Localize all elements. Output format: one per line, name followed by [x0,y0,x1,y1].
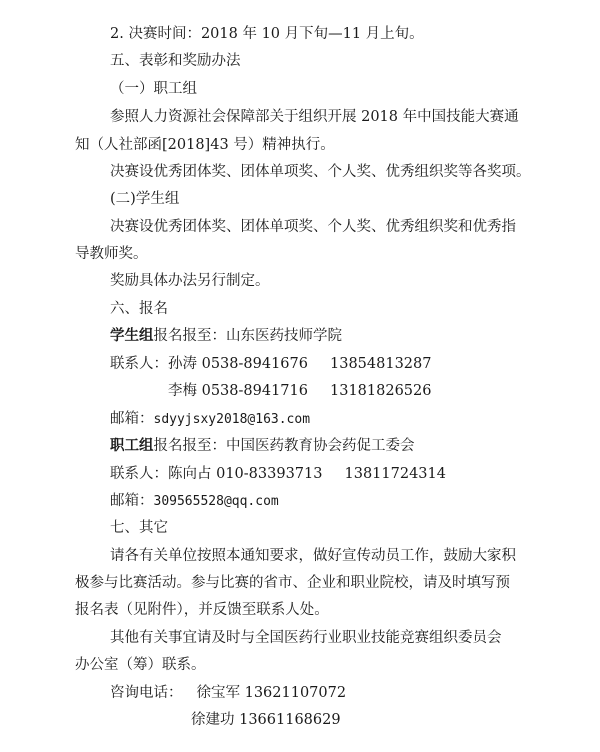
consult-contact-line: 徐建功 13661168629 [191,712,341,728]
worker-group-label: 职工组 [110,438,154,454]
contact-line [168,381,431,401]
student-group-heading: (二)学生组 [110,191,180,207]
email-label: 邮箱： [110,411,154,427]
email-line [110,491,279,512]
paragraph-line: 参照人力资源社会保障部关于组织开展 2018 年中国技能大赛通 [110,109,519,125]
contact-label: 联系人： [110,466,168,482]
email-address: sdyyjsxy2018@163.com [153,412,311,427]
email-line [110,409,310,430]
final-time-line: 2. 决赛时间：2018 年 10 月下旬—11 月上旬。 [110,26,424,42]
student-registration-text: 报名报至：山东医药技师学院 [153,328,342,344]
student-registration-line [110,326,342,346]
paragraph-line: 导教师奖。 [75,246,148,262]
contact-name-phone: 陈向占 010-83393713 [168,466,323,482]
consult-label: 咨询电话： [110,685,183,701]
section-seven-heading: 七、其它 [110,520,168,536]
contact-label: 联系人： [110,356,168,372]
section-six-heading: 六、报名 [110,301,168,317]
paragraph-line: 办公室（筹）联系。 [75,657,206,673]
consult-contact: 徐宝军 13621107072 [196,685,347,701]
paragraph-line: 知（人社部函[2018]43 号）精神执行。 [75,137,335,153]
contact-mobile: 13181826526 [330,383,432,399]
student-group-label: 学生组 [110,328,154,344]
contact-mobile: 13811724314 [344,466,446,482]
paragraph-line: 报名表（见附件），并反馈至联系人处。 [75,602,329,618]
contact-name-phone: 李梅 0538-8941716 [168,383,308,399]
worker-registration-text: 报名报至：中国医药教育协会药促工委会 [153,438,415,454]
worker-group-heading: （一）职工组 [110,81,197,97]
paragraph-line: 决赛设优秀团体奖、团体单项奖、个人奖、优秀组织奖和优秀指 [110,219,516,235]
paragraph-line: 请各有关单位按照本通知要求，做好宣传动员工作，鼓励大家积 [110,548,516,564]
section-five-heading: 五、表彰和奖励办法 [110,53,241,69]
paragraph-line: 其他有关事宜请及时与全国医药行业职业技能竞赛组织委员会 [110,630,502,646]
contact-line [110,354,431,374]
contact-mobile: 13854813287 [330,356,432,372]
worker-registration-line [110,436,415,456]
consult-phone-line [110,683,346,703]
paragraph-line: 决赛设优秀团体奖、团体单项奖、个人奖、优秀组织奖等各奖项。 [110,164,531,180]
contact-name-phone: 孙涛 0538-8941676 [168,356,308,372]
email-label: 邮箱： [110,493,154,509]
contact-line [110,464,446,484]
email-address: 309565528@qq.com [153,494,279,509]
paragraph-line: 奖励具体办法另行制定。 [110,273,270,289]
paragraph-line: 极参与比赛活动。参与比赛的省市、企业和职业院校，请及时填写预 [75,575,510,591]
